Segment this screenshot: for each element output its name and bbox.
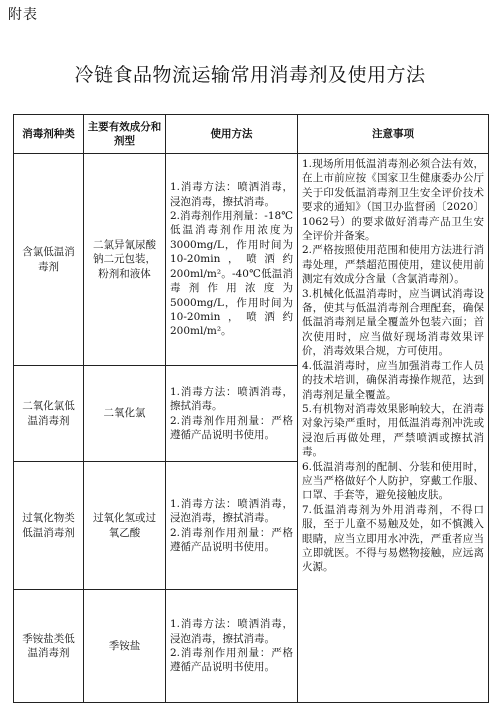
- usage-cell: [166, 366, 298, 462]
- disinfectant-name: 季铵盐类低温消毒剂: [14, 590, 84, 703]
- note-item: 3.机械化低温消毒时，应当调试消毒设备，使其与低温消毒剂合理配套，确保低温消毒剂足量全覆盖外包装六面；首次使用时，应当做好现场消毒效果评价，消毒效果合规，方可使用。: [302, 287, 484, 358]
- usage-line: 2.消毒剂作用剂量：严格遵循产品说明书使用。: [170, 647, 293, 674]
- header-name: 消毒剂种类: [14, 115, 84, 154]
- usage-cell: [166, 590, 298, 703]
- ingredient-cell: 二氧化氯: [84, 366, 166, 462]
- usage-line: 1.消毒方法：喷洒消毒，浸泡消毒，擦拭消毒。: [170, 618, 293, 645]
- page-title: 冷链食品物流运输常用消毒剂及使用方法: [74, 64, 426, 86]
- note-item: 7.低温消毒剂为外用消毒剂，不得口服，至于儿童不易触及处，如不慎溅入眼睛，应当立即用水冲洗，严重者应当立即就医。不得与易燃物接触，应远离火源。: [302, 503, 484, 574]
- table-header-row: [14, 115, 489, 154]
- notes-cell: [298, 154, 489, 703]
- header-usage: 使用方法: [166, 115, 298, 154]
- ingredient-cell: 过氧化氢或过氧乙酸: [84, 462, 166, 590]
- header-ingredient: 主要有效成分和剂型: [84, 115, 166, 154]
- disinfectant-name: 过氧化物类低温消毒剂: [14, 462, 84, 590]
- disinfectant-name: 二氧化氯低温消毒剂: [14, 366, 84, 462]
- usage-line: 1.消毒方法：喷洒消毒，擦拭消毒。: [170, 385, 293, 413]
- usage-line: 2.消毒剂作用剂量：严格遵循产品说明书使用。: [170, 526, 293, 553]
- usage-line: 1.消毒方法：喷洒消毒，浸泡消毒，擦拭消毒。: [170, 497, 293, 525]
- ingredient-cell: 季铵盐: [84, 590, 166, 703]
- note-item: 4.低温消毒时，应当加强消毒工作人员的技术培训，确保消毒操作规范，达到消毒剂足量全覆盖。: [302, 359, 484, 401]
- usage-cell: [166, 154, 298, 366]
- note-item: 2.严格按照使用范围和使用方法进行消毒处理，严禁超范围使用，建议使用前测定有效成分含量（含氯消毒剂）。: [302, 244, 484, 286]
- note-item: 1.现场所用低温消毒剂必须合法有效，在上市前应按《国家卫生健康委办公厅关于印发低温消毒剂卫生安全评价技术要求的通知》（国卫办监督函〔2020〕1062号）的要求做好消毒产品卫生安全评价并备案。: [302, 158, 484, 243]
- usage-line: 2.消毒剂作用剂量：-18℃低温消毒剂作用浓度为3000mg/L，作用时间为10-20min，喷洒约 200ml/m²。-40℃低温消毒剂作用浓度为5000mg/L，作用时间为10-20min，喷洒约200ml/m²。: [170, 210, 293, 338]
- usage-line: 1.消毒方法：喷洒消毒，浸泡消毒，擦拭消毒。: [170, 181, 293, 208]
- usage-line: 2.消毒剂作用剂量：严格遵循产品说明书使用。: [170, 414, 293, 441]
- note-item: 6.低温消毒剂的配制、分装和使用时，应当严格做好个人防护，穿戴工作服、口罩、手套等，避免接触皮肤。: [302, 460, 484, 502]
- disinfectant-name: 含氯低温消毒剂: [14, 154, 84, 366]
- header-notes: 注意事项: [298, 115, 489, 154]
- disinfectant-table: [13, 114, 489, 703]
- note-item: 5.有机物对消毒效果影响较大，在消毒对象污染严重时，用低温消毒剂冲洗或浸泡后再做处理，严禁喷洒或擦拭消毒。: [302, 402, 484, 459]
- appendix-label: 附表: [8, 7, 38, 23]
- usage-cell: [166, 462, 298, 590]
- table-row: [14, 154, 489, 366]
- ingredient-cell: 二氯异氰尿酸钠二元包装，粉剂和液体: [84, 154, 166, 366]
